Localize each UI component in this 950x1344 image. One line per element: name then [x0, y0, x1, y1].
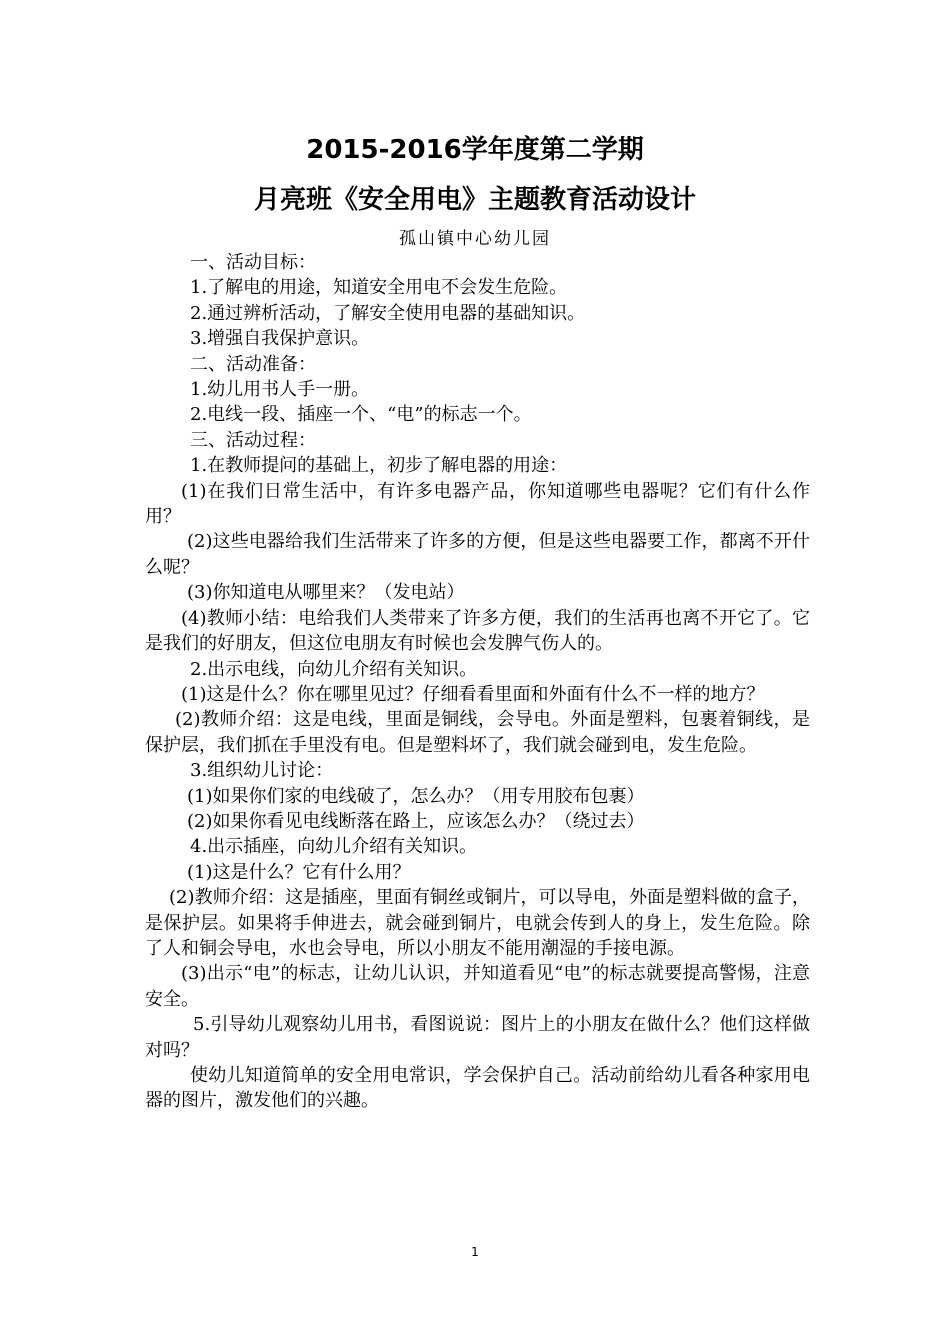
process-substep: (3)你知道电从哪里来？（发电站） [187, 582, 465, 604]
process-substep: (2)如果你看见电线断落在路上，应该怎么办？（绕过去） [187, 810, 645, 832]
document-body [145, 250, 810, 1114]
process-substep: (1)如果你们家的电线破了，怎么办？（用专用胶布包裹） [187, 785, 645, 807]
page-number: 1 [471, 1245, 479, 1259]
process-substep: (2)这些电器给我们生活带来了许多的方便，但是这些电器要工作，都离不开什么呢？ [145, 531, 810, 578]
goal-item: 2.通过辨析活动，了解安全使用电器的基础知识。 [190, 302, 586, 324]
document-title-activity: 月亮班《安全用电》主题教育活动设计 [253, 185, 696, 215]
process-substep: (1)这是什么？它有什么用？ [187, 861, 411, 883]
process-substep: (3)出示“电”的标志，让幼儿认识，并知道看见“电”的标志就要提高警惕，注意安全。 [145, 963, 810, 1010]
process-substep: (2)教师介绍：这是插座，里面有铜丝或铜片，可以导电，外面是塑料做的盒子，是保护层。如果将手伸进去，就会碰到铜片，电就会传到人的身上，发生危险。除了人和铜会导电，水也会导电，所以小朋友不能用潮湿的手接电源。 [145, 887, 810, 959]
section-heading-preparation: 二、活动准备： [190, 353, 316, 375]
process-step: 2.出示电线，向幼儿介绍有关知识。 [190, 658, 478, 680]
process-substep: (1)这是什么？你在哪里见过？仔细看看里面和外面有什么不一样的地方？ [181, 683, 765, 705]
process-step: 5.引导幼儿观察幼儿用书，看图说说：图片上的小朋友在做什么？他们这样做对吗？ [145, 1014, 810, 1061]
process-substep: (1)在我们日常生活中，有许多电器产品，你知道哪些电器呢？它们有什么作用？ [145, 480, 810, 528]
preparation-item: 2.电线一段、插座一个、“电”的标志一个。 [190, 404, 532, 426]
goal-item: 3.增强自我保护意识。 [190, 328, 370, 350]
document-title-semester: 2015-2016学年度第二学期 [306, 135, 644, 165]
preparation-item: 1.幼儿用书人手一册。 [190, 379, 370, 401]
process-step: 3.组织幼儿讨论： [190, 760, 334, 782]
process-substep: (4)教师小结：电给我们人类带来了许多方便，我们的生活再也离不开它了。它是我们的好朋友，但这位电朋友有时候也会发脾气伤人的。 [145, 607, 810, 655]
document-subtitle-kindergarten: 孤山镇中心幼儿园 [399, 229, 551, 249]
process-step: 1.在教师提问的基础上，初步了解电器的用途： [190, 455, 568, 477]
process-step: 4.出示插座，向幼儿介绍有关知识。 [190, 836, 478, 858]
section-heading-process: 三、活动过程： [190, 429, 316, 451]
closing-paragraph: 使幼儿知道简单的安全用电常识，学会保护自己。活动前给幼儿看各种家用电器的图片，激发他们的兴趣。 [145, 1065, 810, 1112]
section-heading-goals: 一、活动目标： [190, 252, 316, 273]
process-substep: (2)教师介绍：这是电线，里面是铜线，会导电。外面是塑料，包裹着铜线，是保护层，我们抓在手里没有电。但是塑料坏了，我们就会碰到电，发生危险。 [145, 709, 810, 756]
goal-item: 1.了解电的用途，知道安全用电不会发生危险。 [190, 277, 568, 299]
